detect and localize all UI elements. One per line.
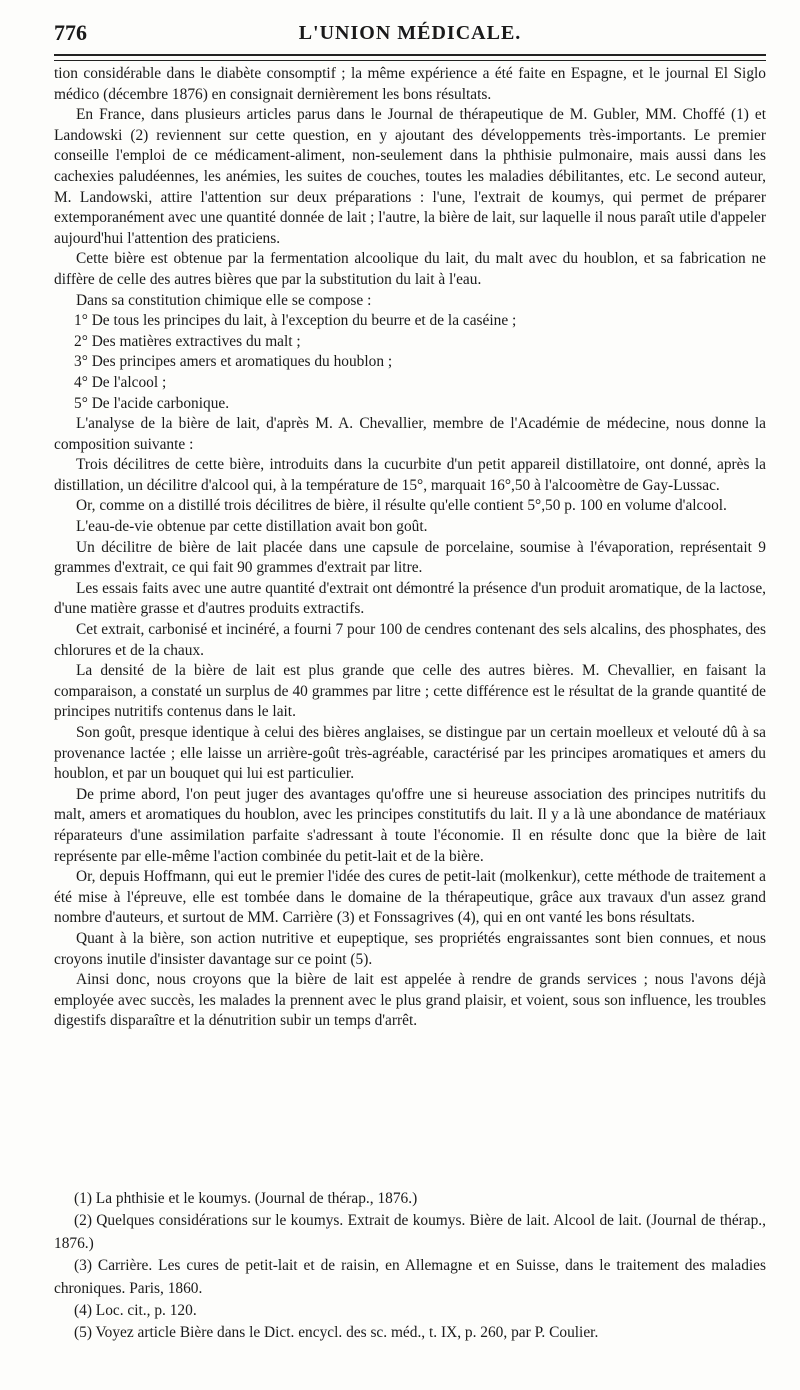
paragraph: Cet extrait, carbonisé et incinéré, a fourni 7 pour 100 de cendres contenant des sels alcalins, des phosphates, des chlorures et de la chaux.: [54, 621, 766, 659]
list-item: 1° De tous les principes du lait, à l'exception du beurre et de la caséine ;: [74, 312, 517, 330]
header-rule: [54, 54, 766, 56]
paragraph: Son goût, presque identique à celui des bières anglaises, se distingue par un certain moelleux et velouté dû à sa provenance lactée ; elle laisse un arrière-goût très-agréable, caractérisé par les principes aromatiques et amers du houblon, et par un bouquet qui lui est particulier.: [54, 724, 766, 783]
footnote: (2) Quelques considérations sur le koumys. Extrait de koumys. Bière de lait. Alcool de lait. (Journal de thérap., 1876.): [54, 1212, 766, 1252]
footnote: (1) La phthisie et le koumys. (Journal de thérap., 1876.): [74, 1190, 418, 1207]
paragraph: De prime abord, l'on peut juger des avantages qu'offre une si heureuse association des principes nutritifs du malt, amers et aromatiques du houblon, avec les principes constitutifs du lait. Il y a là une abondance de matériaux réparateurs d'une assimilation parfaite s'adressant à toute l'économie. Il en résulte donc que la bière de lait représente par elle-même l'action combinée du petit-lait et de la bière.: [54, 785, 766, 865]
list-item: 3° Des principes amers et aromatiques du houblon ;: [74, 353, 393, 371]
paragraph: L'analyse de la bière de lait, d'après M. A. Chevallier, membre de l'Académie de médecine, nous donne la composition suivante :: [54, 415, 766, 453]
paragraph: Trois décilitres de cette bière, introduits dans la cucurbite d'un petit appareil distillatoire, ont donné, après la distillation, un décilitre d'alcool qui, à la température de 15°, marquait 16°,50 à l'alcoomètre de Gay-Lussac.: [54, 456, 766, 494]
paragraph: Quant à la bière, son action nutritive et eupeptique, ses propriétés engraissantes sont bien connues, et nous croyons inutile d'insister davantage sur ce point (5).: [54, 929, 766, 968]
paragraph: En France, dans plusieurs articles parus dans le Journal de thérapeutique de M. Gubler, MM. Choffé (1) et Landowski (2) reviennent sur cette question, en y ajoutant des développements très-importants. Le premier conseille l'emploi de ce médicament-aliment, non-seulement dans la phthisie pulmonaire, mais aussi dans les cachexies paludéennes, les anémies, les suites de couches, toutes les maladies débilitantes, etc. Le second auteur, M. Landowski, attire l'attention sur deux préparations : l'une, l'extrait de koumys, qui permet de préparer extemporanément avec une quantité donnée de lait ; l'autre, la bière de lait, sur laquelle il nous paraît utile d'appeler aujourd'hui l'attention des praticiens.: [54, 106, 766, 247]
page-header: [54, 20, 766, 50]
paragraph: Les essais faits avec une autre quantité d'extrait ont démontré la présence d'un produit aromatique, de la lactose, d'une matière grasse et d'autres produits extractifs.: [54, 579, 766, 618]
paragraph: Dans sa constitution chimique elle se compose :: [76, 291, 372, 309]
article-body: [54, 64, 766, 1032]
paragraph: Or, depuis Hoffmann, qui eut le premier l'idée des cures de petit-lait (molkenkur), cette méthode de traitement a été mise à l'épreuve, elle est tombée dans le domaine de la thérapeutique, grâce aux travaux d'un assez grand nombre d'auteurs, et surtout de MM. Carrière (3) et Fonssagrives (4), qui en ont vanté les bons résultats.: [54, 868, 766, 927]
paragraph: tion considérable dans le diabète consomptif ; la même expérience a été faite en Espagne, et le journal El Siglo médico (décembre 1876) en consignait dernièrement les bons résultats.: [54, 65, 766, 103]
journal-title: L'UNION MÉDICALE.: [298, 22, 522, 44]
footnote: (5) Voyez article Bière dans le Dict. encycl. des sc. méd., t. IX, p. 260, par P. Coulier.: [74, 1324, 599, 1342]
footnote: (4) Loc. cit., p. 120.: [74, 1302, 197, 1320]
paragraph: Cette bière est obtenue par la fermentation alcoolique du lait, du malt avec du houblon, et sa fabrication ne diffère de celle des autres bières que par la substitution du lait à l'eau.: [54, 250, 766, 288]
footnotes: [54, 1188, 766, 1345]
page-number: 776: [54, 20, 87, 45]
paragraph: Or, comme on a distillé trois décilitres de bière, il résulte qu'elle contient 5°,50 p. 100 en volume d'alcool.: [76, 497, 727, 515]
list-item: 2° Des matières extractives du malt ;: [74, 332, 301, 350]
list-item: 5° De l'acide carbonique.: [74, 394, 230, 412]
paragraph: La densité de la bière de lait est plus grande que celle des autres bières. M. Chevallier, en faisant la comparaison, a constaté un surplus de 40 grammes par litre ; cette différence est le résultat de la grande quantité de principes nutritifs contenus dans le lait.: [54, 662, 766, 721]
paragraph: Ainsi donc, nous croyons que la bière de lait est appelée à rendre de grands services ; nous l'avons déjà employée avec succès, les malades la prennent avec le plus grand plaisir, et voient, sous son influence, les troubles digestifs disparaître et la dénutrition subir un temps d'arrêt.: [54, 971, 766, 1030]
paragraph: Un décilitre de bière de lait placée dans une capsule de porcelaine, soumise à l'évaporation, représentait 9 grammes d'extrait, ce qui fait 90 grammes d'extrait par litre.: [54, 538, 766, 577]
footnote: (3) Carrière. Les cures de petit-lait et de raisin, en Allemagne et en Suisse, dans le traitement des maladies chroniques. Paris, 1860.: [54, 1257, 766, 1297]
paragraph: L'eau-de-vie obtenue par cette distillation avait bon goût.: [76, 518, 428, 536]
list-item: 4° De l'alcool ;: [74, 373, 167, 391]
header-rule-thin: [54, 60, 766, 61]
